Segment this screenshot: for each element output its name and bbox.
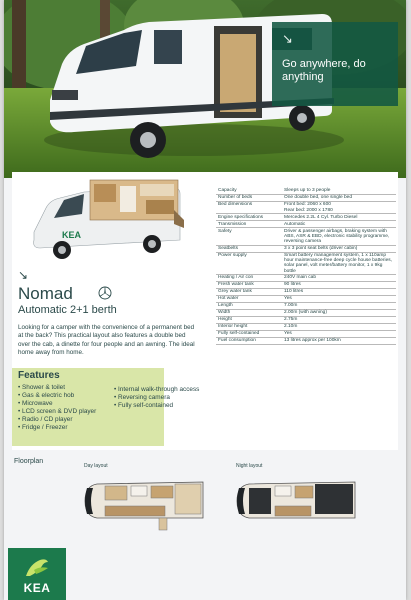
spec-label: Interior height <box>216 323 282 330</box>
spec-row <box>216 194 396 201</box>
feature-item: • Radio / CD player <box>18 416 108 424</box>
spec-label: Fuel consumption <box>216 337 282 344</box>
arrow-down-right-icon: ↘ <box>282 31 293 46</box>
spec-row <box>216 289 396 296</box>
feature-item: • Shower & toilet <box>18 384 108 392</box>
day-layout-label: Day layout <box>84 463 108 469</box>
spec-value: Yes <box>282 330 396 337</box>
night-layout-label: Night layout <box>236 463 263 469</box>
spec-row <box>216 252 396 275</box>
brochure-page <box>4 0 406 600</box>
spec-value: 2.00m (with awning) <box>282 310 396 317</box>
spec-label: Grey water tank <box>216 289 282 296</box>
spec-value: 7.00m <box>282 303 396 310</box>
spec-value: Sleeps up to 3 people <box>282 188 396 194</box>
spec-label: Power supply <box>216 252 282 275</box>
spec-label: Bed dimensions <box>216 201 282 213</box>
tagline-text: Go anywhere, do anything <box>282 58 366 83</box>
spec-value: Front bed: 2060 x 600 Rear bed: 2000 x 1780 <box>282 201 396 213</box>
features-box <box>12 368 200 446</box>
feature-item: • LCD screen & DVD player <box>18 408 108 416</box>
features-list-left <box>18 384 108 433</box>
features-list-right <box>114 386 202 410</box>
spec-value: Smart battery management system, 1 x 110amp hour maintenance-free deep cycle house batteries, solar panel, volt meter/battery monitor, 1 x 9kg bottle <box>282 252 396 275</box>
spec-label: Hot water <box>216 296 282 303</box>
spec-value: Yes <box>282 296 396 303</box>
spec-value: 240V main cab <box>282 275 396 282</box>
spec-row <box>216 201 396 213</box>
spec-row <box>216 303 396 310</box>
spec-row <box>216 296 396 303</box>
van-logo-text: KEA <box>62 230 82 240</box>
spec-row <box>216 317 396 324</box>
floorplan-title: Floorplan <box>14 458 44 465</box>
model-name: Nomad <box>18 284 73 303</box>
spec-value: Mercedes 2.2L 4 Cyl. Turbo Diesel <box>282 214 396 221</box>
feature-item: • Microwave <box>18 400 108 408</box>
spec-value: 110 litres <box>282 289 396 296</box>
spec-row <box>216 337 396 344</box>
spec-label: Engine specifications <box>216 214 282 221</box>
spec-value: 90 litres <box>282 282 396 289</box>
spec-row <box>216 245 396 252</box>
feature-item: • Fully self-contained <box>114 402 202 410</box>
spec-label: Number of beds <box>216 194 282 201</box>
spec-row <box>216 221 396 228</box>
spec-value: 13 litres approx per 100km <box>282 337 396 344</box>
spec-value: 2.10m <box>282 323 396 330</box>
spec-label: Fully self-contained <box>216 330 282 337</box>
feature-item: • Gas & electric hob <box>18 392 108 400</box>
mercedes-star-icon <box>98 286 112 300</box>
campervan-cutaway-illustration <box>24 174 184 266</box>
spec-value: Driver & passenger airbags, braking system with ABS, ASR & EBD, electronic stability programme, reversing camera <box>282 228 396 245</box>
spec-label: Height <box>216 317 282 324</box>
spec-row <box>216 214 396 221</box>
specs-table <box>216 188 396 345</box>
spec-value: One double bed, one single bed <box>282 194 396 201</box>
spec-value: 3 x 3 point seat belts (driver cabin) <box>282 245 396 252</box>
spec-row <box>216 310 396 317</box>
spec-label: Seatbelts <box>216 245 282 252</box>
hero-photo <box>4 0 406 178</box>
features-title: Features <box>18 370 60 381</box>
spec-label: Fresh water tank <box>216 282 282 289</box>
spec-row <box>216 323 396 330</box>
spec-value: 2.75m <box>282 317 396 324</box>
model-subtitle: Automatic 2+1 berth <box>18 304 117 316</box>
spec-label: Width <box>216 310 282 317</box>
spec-value: Automatic <box>282 221 396 228</box>
spec-row <box>216 330 396 337</box>
night-layout-floorplan <box>235 476 359 532</box>
kea-logo <box>8 548 66 600</box>
logo-text: KEA <box>23 581 51 595</box>
spec-label: Safety <box>216 228 282 245</box>
tagline-panel <box>272 22 398 106</box>
spec-label: Capacity <box>216 188 282 194</box>
spec-label: Transmission <box>216 221 282 228</box>
spec-row <box>216 282 396 289</box>
spec-label: Heating / Air con <box>216 275 282 282</box>
spec-row <box>216 275 396 282</box>
feature-item: • Internal walk-through access <box>114 386 202 394</box>
arrow-down-right-icon: ↘ <box>18 268 29 282</box>
spec-row <box>216 228 396 245</box>
model-description: Looking for a camper with the convenience of a permanent bed at the back? This practical layout also features a double bed over the cab, a dinette for four people and an awning. The ideal home away from home. <box>18 324 195 356</box>
kea-bird-icon <box>22 554 52 580</box>
spec-label: Length <box>216 303 282 310</box>
feature-item: • Reversing camera <box>114 394 202 402</box>
feature-item: • Fridge / Freezer <box>18 424 108 432</box>
day-layout-floorplan <box>83 476 207 532</box>
